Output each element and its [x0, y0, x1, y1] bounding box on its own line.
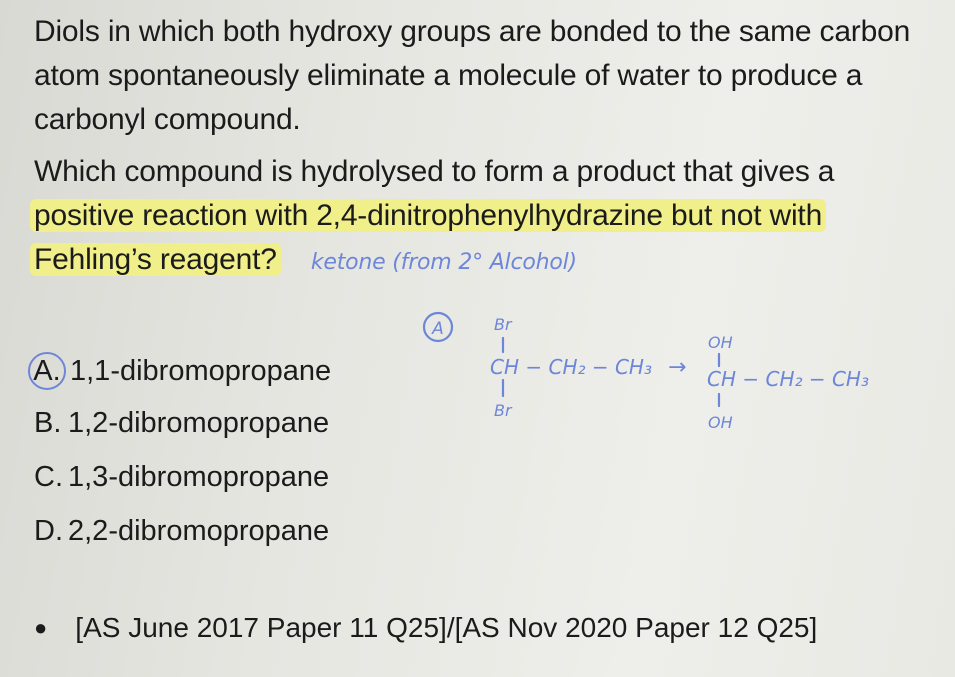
option-b-text: 1,2-dibromopropane	[68, 407, 330, 439]
question	[34, 150, 934, 285]
product-top-group: OH	[708, 333, 733, 352]
question-highlight-line-2: Fehling’s reagent?	[30, 243, 281, 276]
reactant-chain: CH − CH₂ − CH₃	[490, 355, 652, 379]
option-d-text: 2,2-dibromopropane	[68, 515, 330, 547]
option-b[interactable]	[34, 406, 329, 440]
option-d[interactable]	[34, 514, 329, 548]
option-b-letter: B.	[34, 407, 62, 439]
reaction-arrow: →	[668, 355, 687, 380]
intro-paragraph: Diols in which both hydroxy groups are bonded to the same carbon atom spontaneously eliminate a molecule of water to produce a carbonyl compound.	[34, 15, 911, 136]
option-d-letter: D.	[34, 515, 63, 547]
sketch-label: A	[432, 319, 444, 339]
product-bottom-group: OH	[708, 413, 733, 432]
product-chain: CH − CH₂ − CH₃	[707, 367, 869, 391]
option-c-letter: C.	[34, 461, 63, 493]
reactant-top-group: Br	[494, 315, 512, 334]
bullet-icon: ●	[34, 615, 48, 640]
source-reference	[34, 612, 817, 644]
handwritten-sketch	[410, 300, 910, 450]
source-text: [AS June 2017 Paper 11 Q25]/[AS Nov 2020 Paper 12 Q25]	[75, 612, 818, 643]
option-a[interactable]	[34, 352, 331, 390]
reactant-bottom-group: Br	[494, 401, 512, 420]
handwritten-annotation: ketone (from 2° Alcohol)	[310, 250, 577, 275]
option-a-text: 1,1-dibromopropane	[70, 355, 332, 387]
question-text: Which compound is hydrolysed to form a product that gives a	[34, 155, 835, 188]
option-c-text: 1,3-dibromopropane	[68, 461, 330, 493]
question-highlight-line-1: positive reaction with 2,4-dinitrophenylhydrazine but not with	[30, 199, 826, 232]
option-c[interactable]	[34, 460, 329, 494]
option-a-letter: A.	[28, 352, 66, 390]
